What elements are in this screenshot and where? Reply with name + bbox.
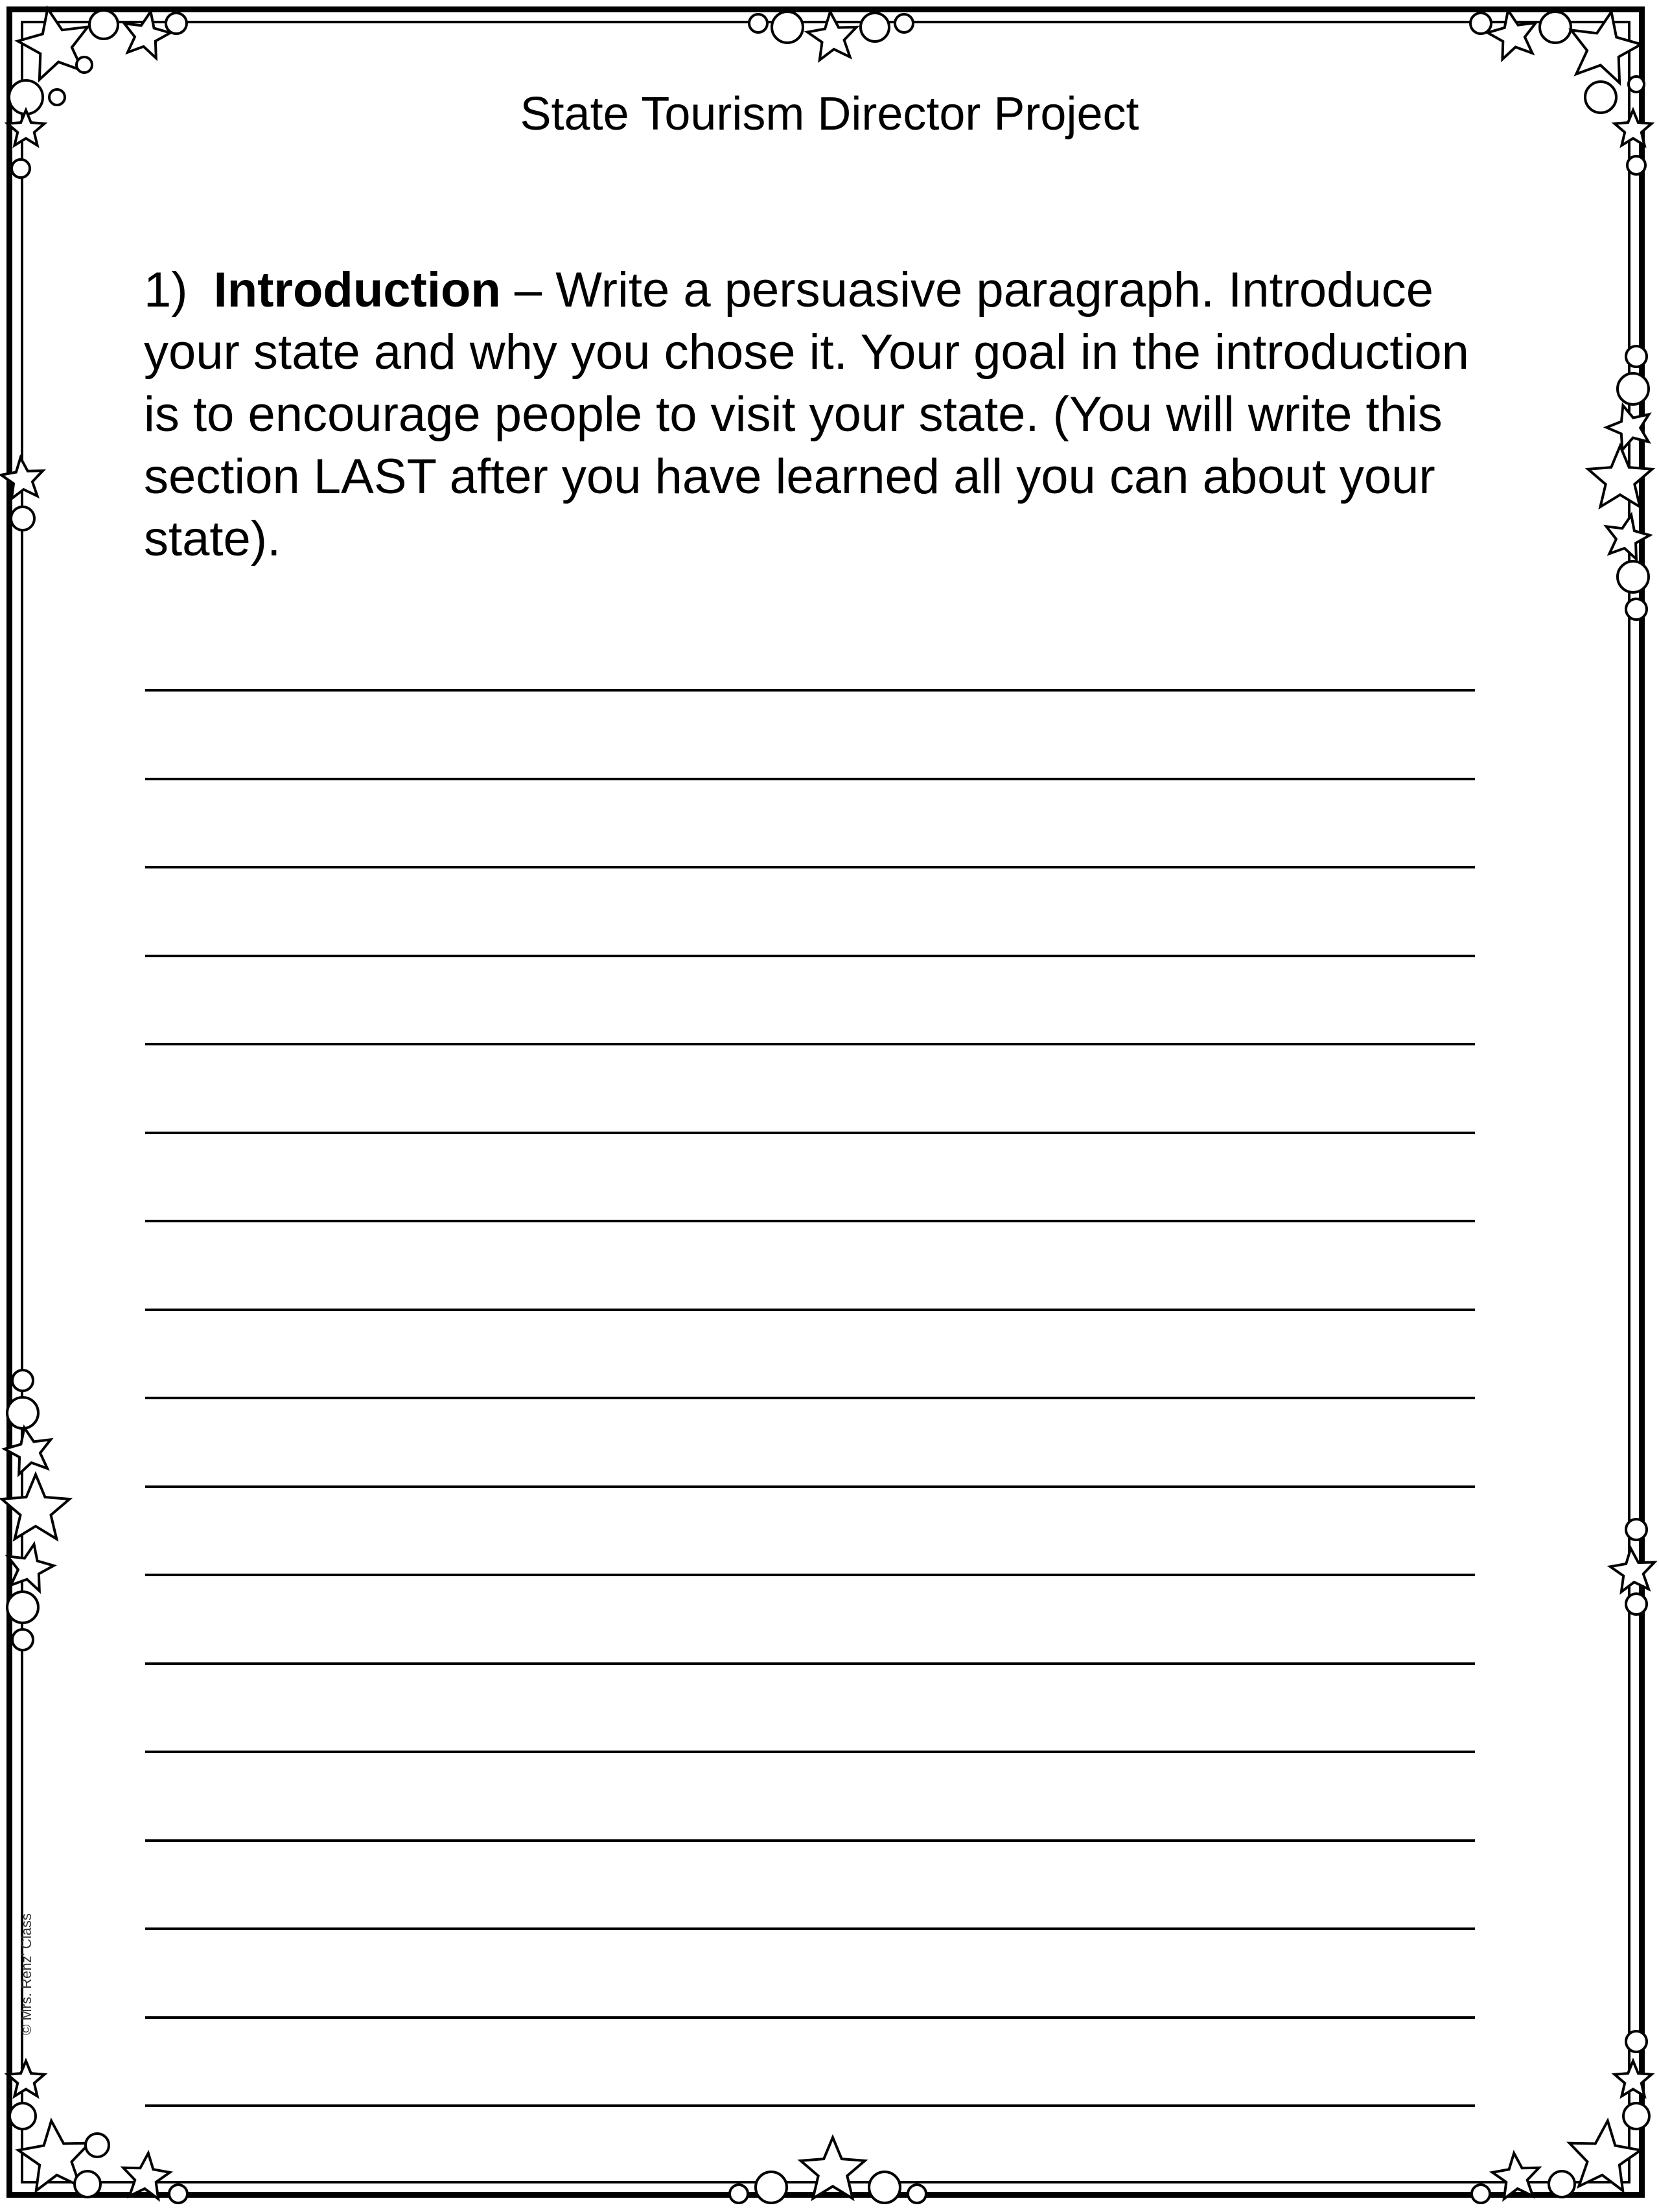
writing-line[interactable] xyxy=(145,1839,1475,1842)
circle-icon xyxy=(75,2171,100,2197)
circle-icon xyxy=(76,57,92,73)
star-icon xyxy=(1492,2153,1539,2199)
circle-icon xyxy=(169,2185,187,2203)
circle-icon xyxy=(1626,1594,1647,1614)
circle-icon xyxy=(1618,373,1649,404)
writing-line[interactable] xyxy=(145,866,1475,868)
circle-icon xyxy=(1627,156,1645,174)
star-icon xyxy=(123,2153,170,2199)
star-icon xyxy=(8,2061,45,2096)
writing-line[interactable] xyxy=(145,2016,1475,2019)
copyright-note: © Mrs. Renz' Class xyxy=(18,1913,34,2035)
writing-line[interactable] xyxy=(145,1662,1475,1665)
circle-icon xyxy=(1626,599,1647,620)
circle-icon xyxy=(10,2103,36,2129)
star-icon xyxy=(1572,12,1642,83)
writing-line[interactable] xyxy=(145,1397,1475,1399)
star-icon xyxy=(8,1544,54,1591)
writing-line[interactable] xyxy=(145,1751,1475,1753)
star-icon xyxy=(1607,406,1649,450)
writing-line[interactable] xyxy=(145,955,1475,957)
circle-icon xyxy=(1470,13,1491,34)
circle-icon xyxy=(1623,2103,1649,2129)
writing-line[interactable] xyxy=(145,1220,1475,1222)
circle-icon xyxy=(89,10,118,39)
writing-line[interactable] xyxy=(145,2104,1475,2107)
question-number: 1) xyxy=(144,262,188,318)
circle-icon xyxy=(772,12,803,43)
writing-line[interactable] xyxy=(145,1309,1475,1311)
page-title: State Tourism Director Project xyxy=(520,88,1139,140)
circle-icon xyxy=(756,2172,787,2203)
star-icon xyxy=(807,12,857,60)
circle-icon xyxy=(869,2172,900,2203)
circle-icon xyxy=(895,14,913,32)
circle-icon xyxy=(1626,346,1647,367)
star-icon xyxy=(801,2137,865,2198)
circle-icon xyxy=(12,1370,33,1391)
circle-icon xyxy=(1626,1519,1647,1540)
circle-icon xyxy=(1472,2185,1490,2203)
circle-icon xyxy=(1540,12,1571,43)
star-icon xyxy=(1,458,43,498)
star-icon xyxy=(1607,515,1650,559)
question-prompt xyxy=(144,259,1479,570)
circle-icon xyxy=(11,507,34,530)
circle-icon xyxy=(12,1629,33,1650)
star-icon xyxy=(5,1428,51,1474)
circle-icon xyxy=(749,14,767,32)
circle-icon xyxy=(166,13,187,34)
circle-icon xyxy=(1626,2031,1647,2052)
writing-line[interactable] xyxy=(145,778,1475,780)
circle-icon xyxy=(730,2185,748,2203)
writing-line[interactable] xyxy=(145,1043,1475,1045)
circle-icon xyxy=(908,2185,926,2203)
writing-line[interactable] xyxy=(145,1574,1475,1576)
writing-line[interactable] xyxy=(145,1485,1475,1488)
star-icon xyxy=(1588,446,1653,507)
question-text: – Write a persuasive paragraph. Introduce your state and why you chose it. Your goal in the introduction is to encourage people to visit your state. (You will write this section LAST after you have learned all you can about your state). xyxy=(144,262,1469,566)
writing-line[interactable] xyxy=(145,1132,1475,1134)
star-icon xyxy=(1610,1548,1654,1592)
circle-icon xyxy=(86,2134,109,2157)
circle-icon xyxy=(12,159,30,178)
circle-icon xyxy=(1549,2171,1575,2197)
circle-icon xyxy=(7,1397,38,1428)
circle-icon xyxy=(861,13,889,41)
star-icon xyxy=(1570,2121,1641,2191)
star-icon xyxy=(2,1474,70,1539)
writing-line[interactable] xyxy=(145,689,1475,692)
circle-icon xyxy=(7,1592,38,1623)
star-icon xyxy=(1487,10,1536,60)
writing-line[interactable] xyxy=(145,1927,1475,1930)
circle-icon xyxy=(1618,561,1649,592)
star-icon xyxy=(1615,2061,1652,2096)
star-icon xyxy=(124,12,170,58)
question-heading: Introduction xyxy=(213,262,501,318)
